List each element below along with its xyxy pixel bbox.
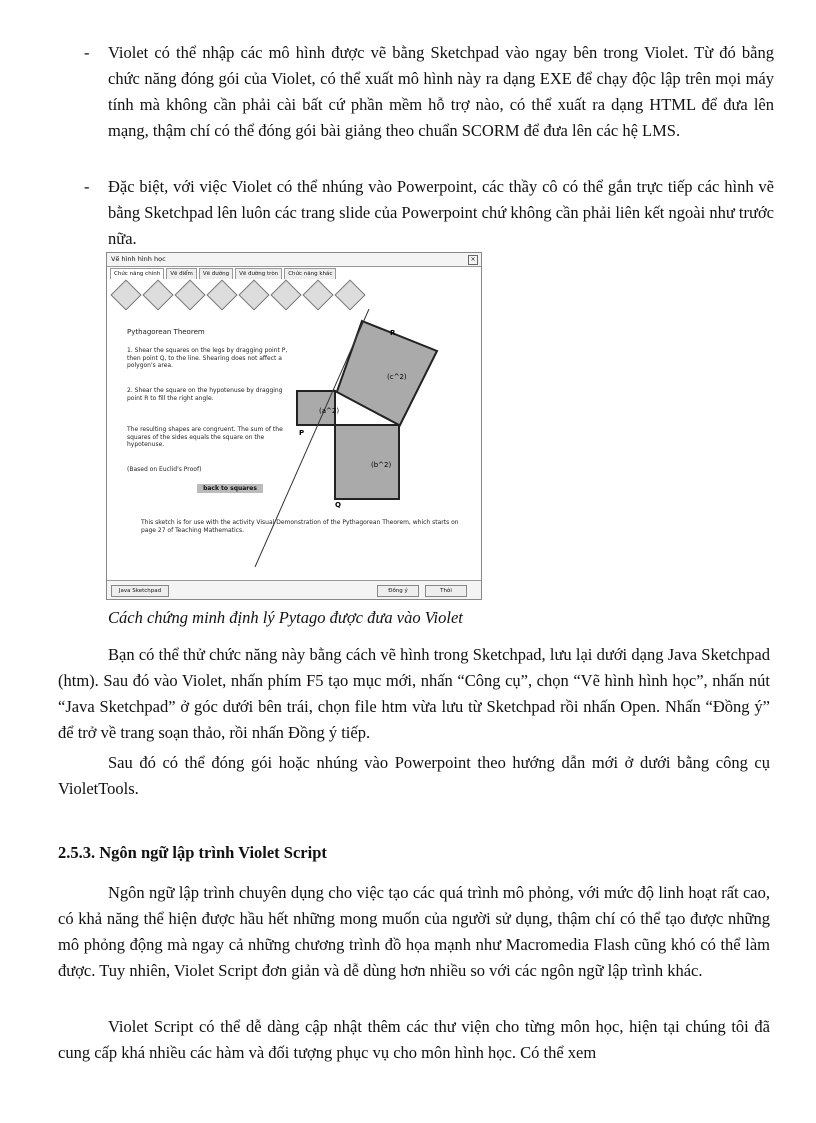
sketch-step3: The resulting shapes are congruent. The sum of the squares of the sides equals the square on the hypotenuse. [127, 426, 283, 448]
tab-draw-point[interactable]: Vẽ điểm [166, 268, 197, 279]
paragraph: Sau đó có thể đóng gói hoặc nhúng vào Powerpoint theo hướng dẫn mới ở dưới bằng công cụ VioletTools. [58, 753, 770, 798]
embedded-screenshot [106, 252, 482, 600]
bottom-bar [107, 580, 481, 599]
label-r[interactable]: R [390, 329, 396, 337]
java-sketchpad-button[interactable]: Java Sketchpad [111, 585, 169, 597]
label-q[interactable]: Q [335, 501, 341, 509]
bullet-dash: - [84, 43, 90, 62]
tab-draw-circle[interactable]: Vẽ đường tròn [235, 268, 282, 279]
figure-caption: Cách chứng minh định lý Pytago được đưa vào Violet [108, 608, 463, 627]
point-tool-icon[interactable] [270, 279, 301, 310]
bullet-dash: - [84, 177, 90, 196]
tab-main-functions[interactable]: Chức năng chính [110, 268, 164, 279]
sketch-note: This sketch is for use with the activity Visual Demonstration of the Pythagorean Theorem, which starts on page 27 of Teaching Mathematics. [141, 519, 459, 534]
tool-row [111, 281, 361, 307]
fill-tool-icon[interactable] [334, 279, 365, 310]
tab-bar [107, 268, 481, 279]
sketch-basis: (Based on Euclid's Proof) [127, 466, 202, 473]
window-title: Vẽ hình hình học [111, 255, 166, 263]
tab-draw-line[interactable]: Vẽ đường [199, 268, 233, 279]
sketch-canvas [107, 309, 481, 567]
label-a2: (a^2) [319, 407, 340, 415]
eye-tool-icon[interactable] [142, 279, 173, 310]
pencil-tool-icon[interactable] [174, 279, 205, 310]
bullet-text: Đặc biệt, với việc Violet có thể nhúng vào Powerpoint, các thầy cô có thể gắn trực tiếp các hình vẽ bằng Sketchpad lên luôn các trang slide của Powerpoint chứ không cần phải liên kết ngoài như trước nữa. [108, 177, 774, 248]
eraser-tool-icon[interactable] [302, 279, 333, 310]
bullet-text: Violet có thể nhập các mô hình được vẽ bằng Sketchpad vào ngay bên trong Violet. Từ đó bằng chức năng đóng gói của Violet, có thể xuất mô hình này ra dạng EXE để chạy độc lập trên mọi máy tính mà không cần phải cài bất cứ phần mềm hỗ trợ nào, có thể xuất ra dạng HTML để đưa lên mạng, thậm chí có thể đóng gói bài giảng theo chuẩn SCORM để đưa lên các hệ LMS. [108, 43, 774, 140]
close-icon[interactable]: × [468, 255, 478, 265]
cancel-button[interactable]: Thôi [425, 585, 467, 597]
text-tool-icon[interactable] [206, 279, 237, 310]
sketch-step2: 2. Shear the square on the hypotenuse by dragging point R to fill the right angle. [127, 387, 283, 402]
window-titlebar [107, 253, 481, 267]
tab-other-functions[interactable]: Chức năng khác [284, 268, 336, 279]
paragraph: Violet Script có thể dễ dàng cập nhật thêm các thư viện cho từng môn học, hiện tại chúng tôi đã cung cấp khá nhiều các hàm và đối tượng phục vụ cho môn hình học. Có thể xem [58, 1017, 770, 1062]
paragraph: Ngôn ngữ lập trình chuyên dụng cho việc tạo các quá trình mô phỏng, với mức độ linh hoạt rất cao, có khả năng thể hiện được hầu hết những mong muốn của người sử dụng, thậm chí có thể tạo được những mô phỏng động mà ngay cả những chương trình đồ họa mạnh như Macromedia Flash cũng khó có thể làm được. Tuy nhiên, Violet Script đơn giản và dễ dùng hơn nhiều so với các ngôn ngữ lập trình khác. [58, 883, 770, 980]
arrow-tool-icon[interactable] [238, 279, 269, 310]
label-p[interactable]: P [299, 429, 305, 437]
ok-button[interactable]: Đồng ý [377, 585, 419, 597]
label-c2: (c^2) [387, 373, 407, 381]
bullet-item [84, 174, 774, 252]
paragraph: Bạn có thể thử chức năng này bằng cách vẽ hình trong Sketchpad, lưu lại dưới dạng Java Sketchpad (htm). Sau đó vào Violet, nhấn phím F5 tạo mục mới, nhấn “Công cụ”, chọn “Vẽ hình hình học”, nhấn nút “Java Sketchpad” ở góc dưới bên trái, chọn file htm vừa lưu từ Sketchpad rồi nhấn Open. Nhấn “Đồng ý” để trở về trang soạn thảo, rồi nhấn Đồng ý tiếp. [58, 645, 770, 742]
bullet-item [84, 40, 774, 144]
sketch-step1: 1. Shear the squares on the legs by dragging point P, then point Q, to the line. Shearing does not affect a polygon's area. [127, 347, 288, 369]
sketch-title: Pythagorean Theorem [127, 328, 205, 336]
section-heading: 2.5.3. Ngôn ngữ lập trình Violet Script [58, 843, 327, 862]
back-to-squares-button[interactable]: back to squares [197, 484, 263, 493]
label-b2: (b^2) [371, 461, 392, 469]
select-tool-icon[interactable] [110, 279, 141, 310]
